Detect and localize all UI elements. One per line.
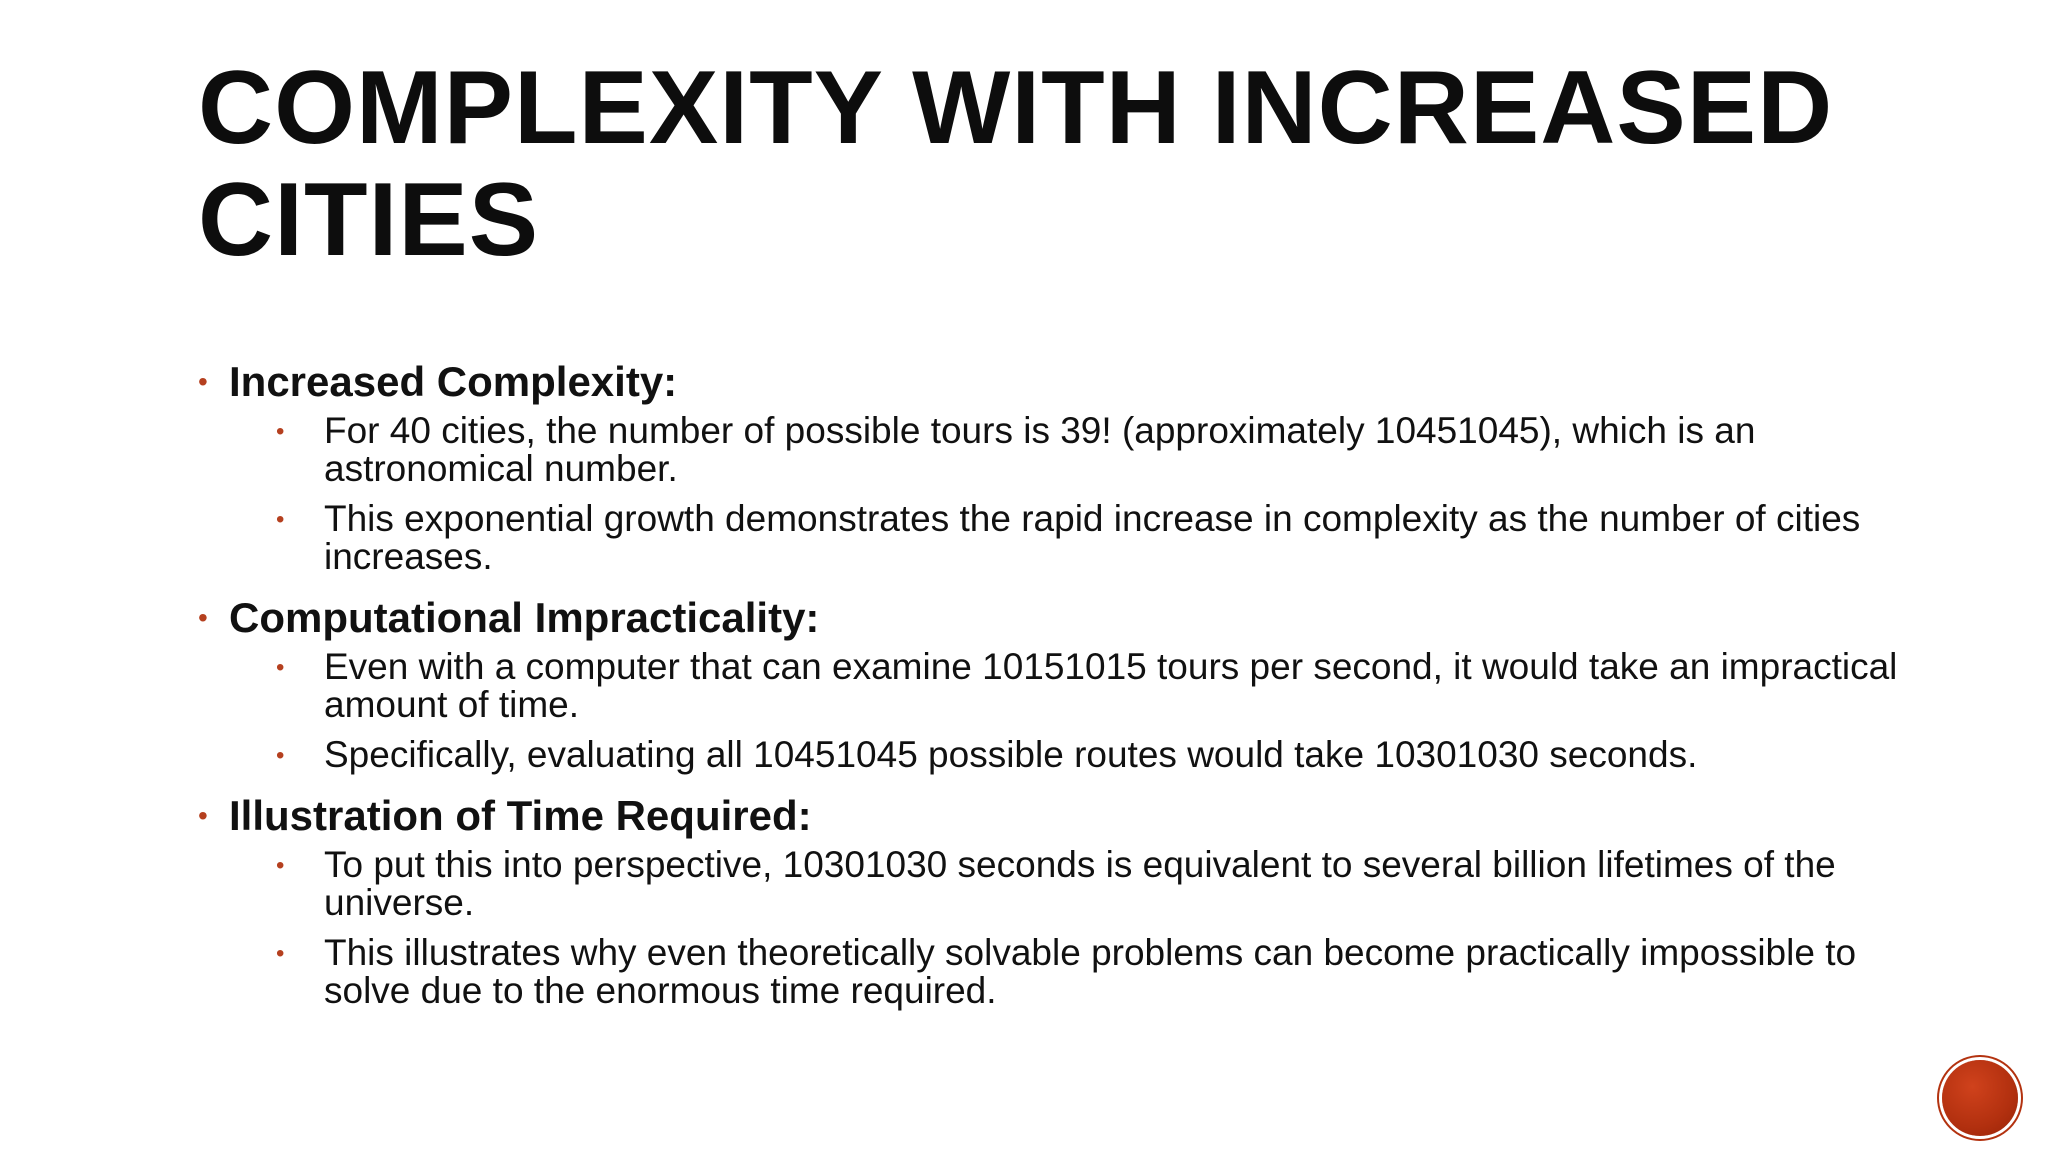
bullet-dot-icon: • <box>276 654 285 681</box>
bullet-dot-icon: • <box>276 852 285 879</box>
bullet-heading <box>198 356 1878 408</box>
bullet-dot-icon: • <box>276 506 285 533</box>
section-computational-impracticality <box>198 592 1898 775</box>
sub-bullet-text: For 40 cities, the number of possible tours is 39! (approximately 10451045), which is an astronomical number. <box>324 410 1756 489</box>
section-heading: Computational Impracticality: <box>229 594 820 641</box>
bullet-dot-icon: • <box>276 940 285 967</box>
bullet-dot-icon: • <box>198 800 208 831</box>
sub-bullet <box>276 734 1924 775</box>
section-increased-complexity <box>198 356 1878 576</box>
bullet-heading <box>198 592 1878 644</box>
sub-bullet-list <box>198 412 1878 576</box>
sub-bullet-text: Specifically, evaluating all 10451045 possible routes would take 10301030 seconds. <box>324 734 1698 775</box>
sub-bullet-text: This exponential growth demonstrates the rapid increase in complexity as the number of cities increases. <box>324 498 1861 577</box>
section-heading: Increased Complexity: <box>229 358 678 405</box>
sub-bullet <box>276 410 1924 489</box>
sub-bullet <box>276 646 1924 725</box>
section-heading: Illustration of Time Required: <box>229 792 812 839</box>
bullet-dot-icon: • <box>198 366 208 397</box>
red-circle-icon <box>1942 1060 2018 1136</box>
sub-bullet <box>276 932 1924 1011</box>
sub-bullet <box>276 844 1924 923</box>
slide-title: COMPLEXITY WITH INCREASED CITIES <box>198 50 1834 278</box>
slide-content <box>198 356 1898 1026</box>
sub-bullet-list <box>198 846 1878 1010</box>
bullet-dot-icon: • <box>198 602 208 633</box>
sub-bullet-text: This illustrates why even theoretically solvable problems can become practically impossible to solve due to the enormous time required. <box>324 932 1857 1011</box>
bullet-dot-icon: • <box>276 742 285 769</box>
section-illustration-of-time <box>198 790 1878 1010</box>
bullet-heading <box>198 790 1878 842</box>
sub-bullet-text: To put this into perspective, 10301030 seconds is equivalent to several billion lifetimes of the universe. <box>324 844 1836 923</box>
sub-bullet-text: Even with a computer that can examine 10151015 tours per second, it would take an impractical amount of time. <box>324 646 1898 725</box>
sub-bullet-list <box>198 646 1898 775</box>
sub-bullet <box>276 498 1924 577</box>
bullet-dot-icon: • <box>276 418 285 445</box>
